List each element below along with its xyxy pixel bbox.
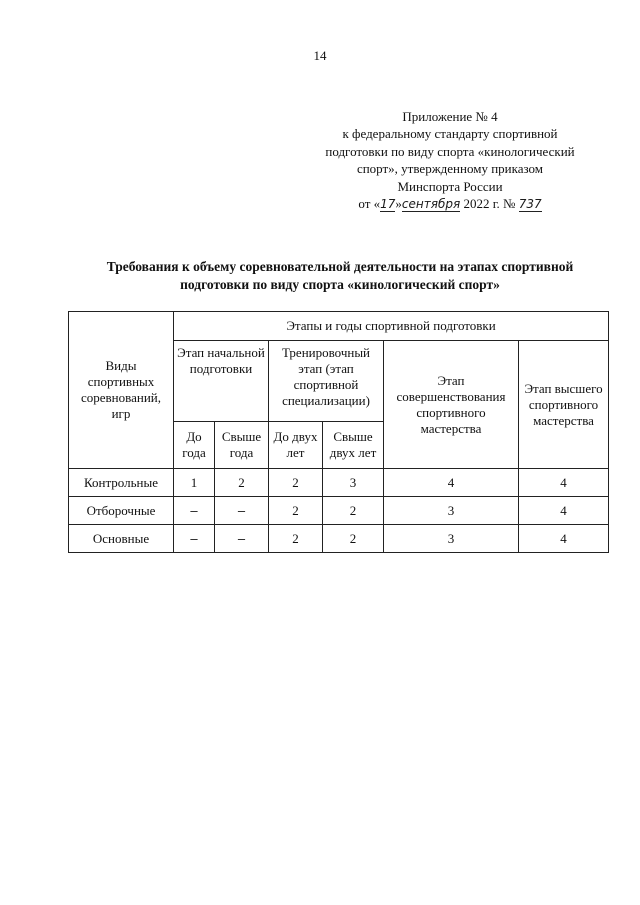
handwritten-order-number: 737 (518, 197, 542, 212)
header-stage-initial: Этап начальной подготовки (174, 341, 269, 422)
header-stage-higher: Этап высшего спортивного мастерства (519, 341, 609, 469)
order-date-line (300, 195, 600, 212)
table-row (69, 469, 609, 497)
table-cell: 3 (384, 525, 519, 553)
header-year-training-1: До двух лет (269, 422, 323, 469)
header-stages-years: Этапы и годы спортивной подготовки (174, 312, 609, 341)
row-label: Основные (69, 525, 174, 553)
header-year-initial-1: До года (174, 422, 215, 469)
date-year: 2022 г. № (460, 196, 519, 212)
row-label: Контрольные (69, 469, 174, 497)
table-cell: 2 (269, 497, 323, 525)
appendix-line: к федеральному стандарту спортивной (342, 126, 558, 142)
table-cell: 4 (519, 525, 609, 553)
table-cell: – (174, 497, 215, 525)
table-cell: 4 (519, 497, 609, 525)
handwritten-day: 17 (380, 197, 396, 212)
table-cell: – (174, 525, 215, 553)
header-year-initial-2: Свыше года (215, 422, 269, 469)
page-number: 14 (313, 48, 327, 63)
table-cell: 2 (323, 497, 384, 525)
title-line: Требования к объему соревновательной деятельности на этапах спортивной (106, 259, 574, 274)
table-cell: 1 (174, 469, 215, 497)
table-cell: 2 (269, 525, 323, 553)
date-mid: » (395, 196, 402, 212)
table-cell: – (215, 497, 269, 525)
appendix-header (300, 108, 600, 212)
appendix-line: подготовки по виду спорта «кинологический (325, 143, 575, 159)
table-cell: 4 (519, 469, 609, 497)
appendix-line: Минспорта России (397, 178, 503, 194)
table-cell: 3 (384, 497, 519, 525)
table-cell: 2 (215, 469, 269, 497)
date-prefix: от « (358, 196, 381, 212)
table-cell: – (215, 525, 269, 553)
document-title (60, 258, 620, 294)
row-label: Отборочные (69, 497, 174, 525)
table-cell: 2 (269, 469, 323, 497)
table-row (69, 497, 609, 525)
title-line: подготовки по виду спорта «кинологический спорт» (180, 277, 500, 292)
header-stage-improvement: Этап совершенствования спортивного мастерства (384, 341, 519, 469)
header-stage-training: Тренировочный этап (этап спортивной специализации) (269, 341, 384, 422)
handwritten-month: сентября (401, 197, 461, 212)
table-row (69, 525, 609, 553)
header-year-training-2: Свыше двух лет (323, 422, 384, 469)
table-cell: 4 (384, 469, 519, 497)
appendix-line: спорт», утвержденному приказом (356, 161, 544, 177)
table-cell: 3 (323, 469, 384, 497)
requirements-table (68, 311, 609, 553)
header-competition-kinds: Виды спортивных соревнований, игр (69, 312, 174, 469)
appendix-title: Приложение № 4 (402, 109, 498, 124)
table-cell: 2 (323, 525, 384, 553)
